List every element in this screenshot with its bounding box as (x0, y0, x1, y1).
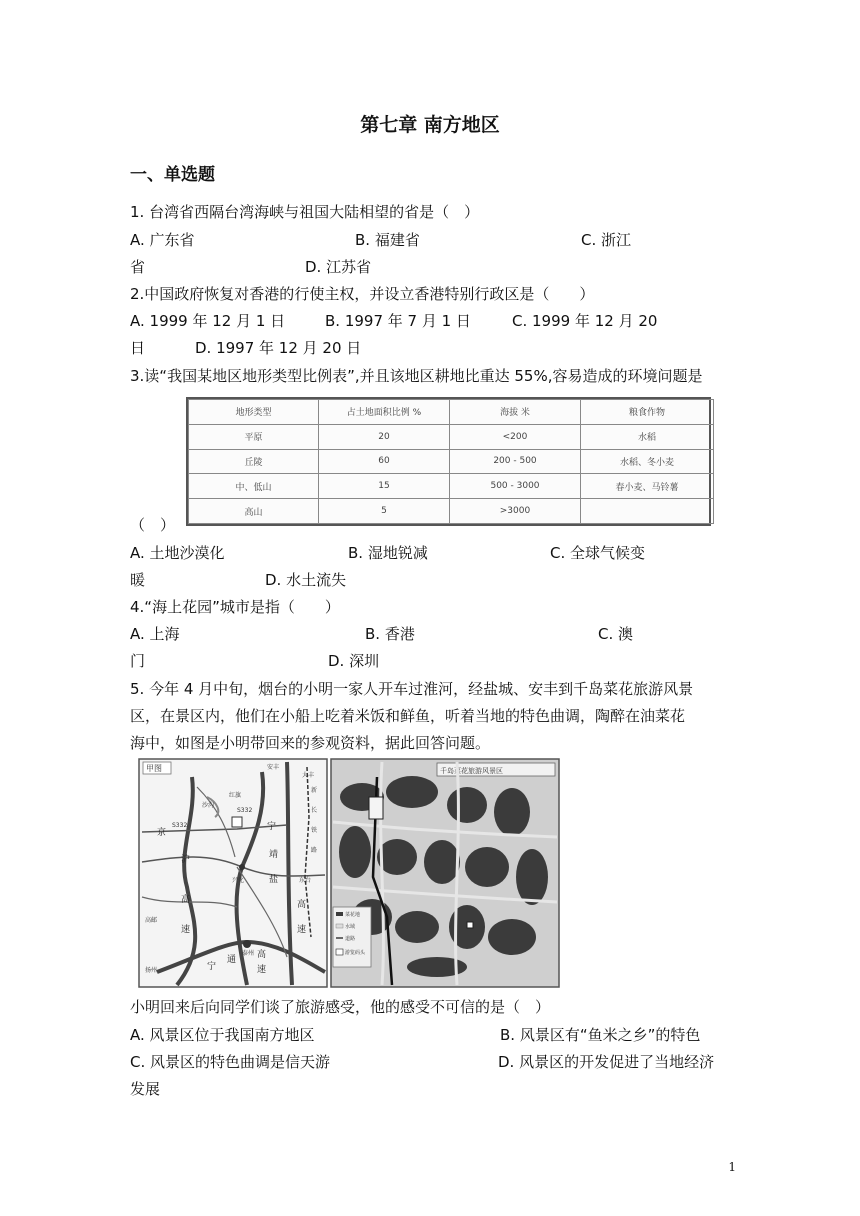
q2-option-c: C. 1999 年 12 月 20 (512, 312, 658, 330)
map-label: 扬州 (145, 967, 158, 974)
q1-stem: 1. 台湾省西隔台湾海峡与祖国大陆相望的省是（ ） (130, 203, 480, 221)
q3-option-c: C. 全球气候变 (550, 544, 646, 562)
map-label: 速 (257, 965, 267, 975)
map-label: 宁 (267, 822, 277, 832)
map-label: 长 (311, 807, 318, 814)
q1-option-d: D. 江苏省 (305, 258, 372, 276)
map-label: 速 (297, 925, 307, 935)
table-row (189, 499, 714, 524)
q1-option-b: B. 福建省 (355, 231, 420, 249)
right-tag: 千岛菜花旅游风景区 (440, 767, 503, 775)
terrain-ratio-table (186, 397, 711, 526)
table-cell: <200 (450, 424, 581, 449)
table-cell: 20 (319, 424, 450, 449)
q4-stem: 4.“海上花园”城市是指（ ） (130, 598, 340, 616)
legend-label: 菜花地 (345, 912, 361, 918)
table-cell: 水稻 (581, 424, 714, 449)
map-label: 速 (181, 925, 191, 935)
table-cell: >3000 (450, 499, 581, 524)
q1-option-a: A. 广东省 (130, 231, 195, 249)
q2-option-a: A. 1999 年 12 月 1 日 (130, 312, 286, 330)
table-cell: 5 (319, 499, 450, 524)
q2-option-b: B. 1997 年 7 月 1 日 (325, 312, 471, 330)
map-label: 高 (181, 895, 191, 905)
map-label: 通 (227, 955, 237, 965)
q4-option-d: D. 深圳 (328, 652, 380, 670)
q4-option-b: B. 香港 (365, 625, 415, 643)
table-header-cell: 占土地面积比例 % (319, 400, 450, 425)
table-cell: 水稻、冬小麦 (581, 449, 714, 474)
map-label: 东台 (299, 877, 312, 884)
q5-option-d-wrap: 发展 (130, 1080, 161, 1098)
page-number: 1 (728, 1160, 736, 1174)
table-cell: 中、低山 (189, 474, 319, 499)
tourist-area-map (137, 757, 561, 989)
map-label: 高 (257, 950, 267, 960)
legend-label: 道路 (345, 936, 356, 942)
q1-option-c-wrap: 省 (130, 258, 146, 276)
q3-stem: 3.读“我国某地区地形类型比例表”,并且该地区耕地比重达 55%,容易造成的环境问题是 (130, 367, 703, 385)
legend-label: 水域 (345, 924, 356, 930)
q5-stem-line-1: 5. 今年 4 月中旬，烟台的小明一家人开车过淮河，经盐城、安丰到千岛菜花旅游风景 (130, 680, 694, 698)
q5-option-c: C. 风景区的特色曲调是信天游 (130, 1053, 331, 1071)
table-header-cell: 粮食作物 (581, 400, 714, 425)
left-tag: 甲图 (146, 764, 162, 773)
table-header-cell: 地形类型 (189, 400, 319, 425)
table-cell: 高山 (189, 499, 319, 524)
map-label: 路 (311, 847, 318, 854)
map-label: 盐 (269, 875, 279, 885)
table-row (189, 474, 714, 499)
q1-option-c: C. 浙江 (581, 231, 632, 249)
table-cell: 平原 (189, 424, 319, 449)
q3-option-d: D. 水土流失 (265, 571, 347, 589)
q5-stem-line-2: 区，在景区内，他们在小船上吃着米饭和鲜鱼，听着当地的特色曲调，陶醉在油菜花 (130, 707, 686, 725)
map-label: 新 (311, 787, 318, 794)
q4-option-c: C. 澳 (598, 625, 634, 643)
map-label: 高邮 (145, 917, 158, 924)
table-header-row (189, 400, 714, 425)
route-map-panel (139, 759, 327, 987)
scenic-area-panel (331, 759, 559, 987)
table-cell: 丘陵 (189, 449, 319, 474)
map-label: 靖 (269, 850, 279, 860)
map-label: 宁 (207, 962, 217, 972)
map-label: 沪 (181, 855, 191, 865)
map-label: 兴化 (232, 877, 245, 884)
q2-option-d: D. 1997 年 12 月 20 日 (195, 339, 362, 357)
map-label: 京 (157, 828, 167, 838)
table-cell: 500 - 3000 (450, 474, 581, 499)
map-label: 红旗 (229, 792, 242, 799)
map-label: 安丰 (267, 764, 280, 771)
q3-option-b: B. 湿地锐减 (348, 544, 428, 562)
q3-option-a: A. 土地沙漠化 (130, 544, 225, 562)
table-cell: 15 (319, 474, 450, 499)
q2-stem: 2.中国政府恢复对香港的行使主权，并设立香港特别行政区是（ ） (130, 285, 595, 303)
q5-question: 小明回来后向同学们谈了旅游感受，他的感受不可信的是（ ） (130, 998, 551, 1016)
map-label: 沙沟 (202, 802, 215, 809)
map-label: S332 (172, 822, 188, 829)
table-cell: 春小麦、马铃薯 (581, 474, 714, 499)
table-header-cell: 海拔 米 (450, 400, 581, 425)
q3-answer-paren: （ ） (130, 516, 176, 534)
table-row (189, 424, 714, 449)
map-label: 铁 (311, 827, 318, 834)
q5-option-d: D. 风景区的开发促进了当地经济 (498, 1053, 715, 1071)
map-label: S332 (237, 807, 253, 814)
table-cell (581, 499, 714, 524)
q5-stem-line-3: 海中，如图是小明带回来的参观资料，据此回答问题。 (130, 734, 491, 752)
q5-option-b: B. 风景区有“鱼米之乡”的特色 (500, 1026, 701, 1044)
q4-option-a: A. 上海 (130, 625, 180, 643)
map-label: 泰州 (242, 950, 255, 957)
q4-option-c-wrap: 门 (130, 652, 146, 670)
section-heading: 一、单选题 (130, 165, 215, 185)
q5-option-a: A. 风景区位于我国南方地区 (130, 1026, 315, 1044)
table-cell: 60 (319, 449, 450, 474)
q3-option-c-wrap: 暖 (130, 571, 146, 589)
q2-option-c-wrap: 日 (130, 339, 146, 357)
legend-label: 游览码头 (345, 950, 366, 956)
map-label: 高 (297, 900, 307, 910)
table-row (189, 449, 714, 474)
page-title: 第七章 南方地区 (360, 114, 500, 136)
table-cell: 200 - 500 (450, 449, 581, 474)
map-label: 大丰 (302, 772, 315, 779)
